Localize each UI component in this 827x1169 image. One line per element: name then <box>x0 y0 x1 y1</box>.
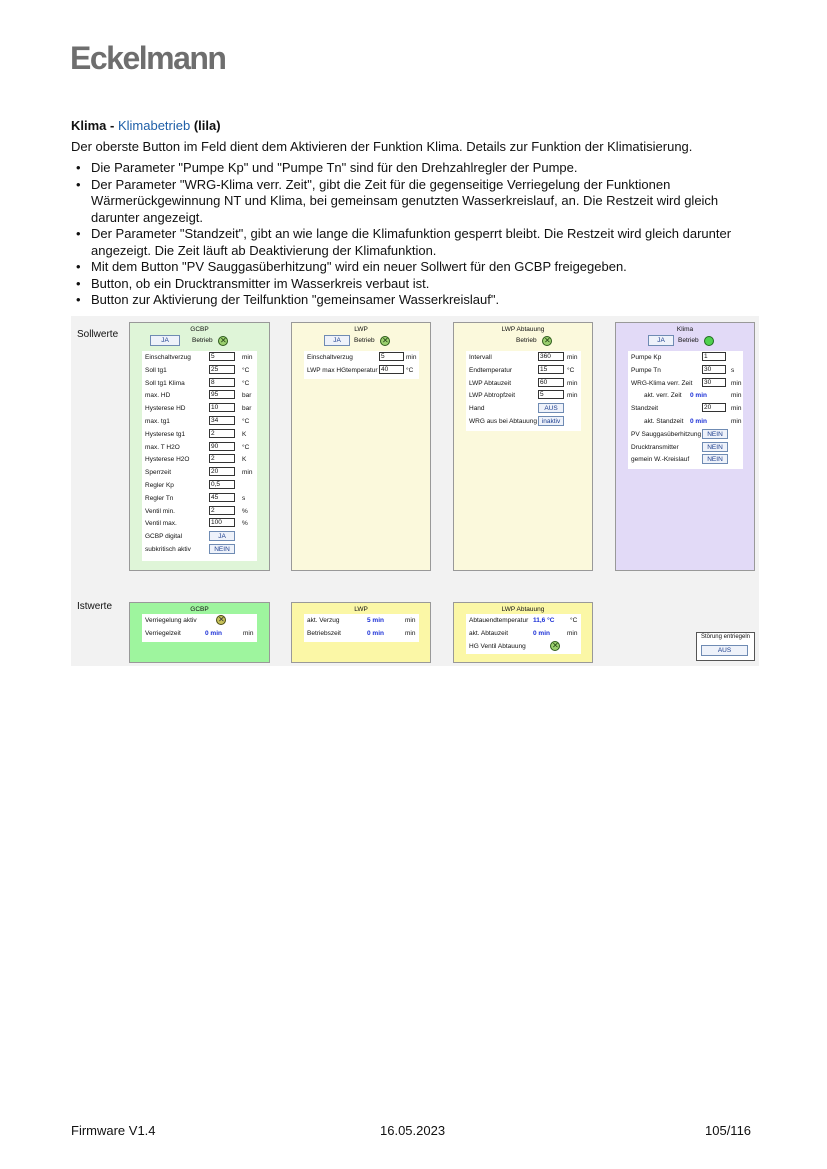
param-unit: °C <box>242 443 250 451</box>
bullet-item: • Button, ob ein Drucktransmitter im Wasserkreis verbaut ist. <box>71 276 751 293</box>
gcbp-row <box>142 479 257 492</box>
param-unit: °C <box>242 417 250 425</box>
abtauzeit-value: 0 min <box>533 629 550 637</box>
param-label: Einschaltverzug <box>145 354 191 361</box>
gcbp-panel <box>129 322 270 571</box>
param-label: GCBP digital <box>145 533 183 541</box>
abtauung-row <box>466 415 581 428</box>
gcbp-param-list <box>142 351 257 561</box>
param-label: WRG-Klima verr. Zeit <box>631 379 693 387</box>
param-label: akt. Abtauzeit <box>469 629 509 637</box>
param-unit: bar <box>242 392 252 400</box>
standzeit-rest-value: 0 min <box>690 417 707 425</box>
param-unit: min <box>567 392 578 400</box>
param-unit: K <box>242 456 247 464</box>
abtauung-row <box>466 389 581 402</box>
param-input[interactable]: 25 <box>209 365 235 374</box>
param-unit: min <box>731 392 742 400</box>
gcbp-title: GCBP <box>190 326 209 333</box>
param-input[interactable]: 0,5 <box>209 480 235 489</box>
verzug-value: 5 min <box>367 617 384 624</box>
gcbp-betrieb-label: Betrieb <box>192 337 213 344</box>
param-input[interactable]: 2 <box>209 429 235 438</box>
param-label: Drucktransmitter <box>631 443 679 451</box>
lwp-enable-button[interactable]: JA <box>324 335 350 346</box>
klima-panel <box>615 322 755 571</box>
param-unit: bar <box>242 405 252 413</box>
gcbp-row <box>142 441 257 454</box>
param-label: subkritisch aktiv <box>145 545 191 553</box>
bullet-item: • Button zur Aktivierung der Teilfunktion "gemeinsamer Wasserkreislauf". <box>71 292 751 309</box>
heading-prefix: Klima - <box>71 118 118 133</box>
param-unit: min <box>242 354 253 361</box>
param-label: Intervall <box>469 354 492 361</box>
gcbp-enable-button[interactable]: JA <box>150 335 180 346</box>
gcbp-row <box>142 543 257 556</box>
param-unit: s <box>731 366 735 374</box>
gcbp-row <box>142 492 257 505</box>
param-input[interactable]: 8 <box>209 378 235 387</box>
param-label: akt. Verzug <box>307 617 340 624</box>
ist-gcbp-title: GCBP <box>190 606 209 613</box>
verriegelung-status-icon <box>216 615 226 625</box>
param-label: Einschaltverzug <box>307 354 353 361</box>
ist-abtauung-title: LWP Abtauung <box>501 606 545 613</box>
verriegelzeit-value: 0 min <box>205 629 222 637</box>
klima-enable-button[interactable]: JA <box>648 335 674 346</box>
pumpe-tn-input[interactable]: 30 <box>702 365 726 374</box>
bullet-item: • Die Parameter "Pumpe Kp" und "Pumpe Tn" sind für den Drehzahlregler der Pumpe. <box>71 160 751 177</box>
param-label: Hysterese tg1 <box>145 430 186 438</box>
param-label: Regler Tn <box>145 494 174 502</box>
param-label: max. T H2O <box>145 443 180 451</box>
wrg-abtauung-button[interactable]: inaktiv <box>538 416 564 426</box>
klima-param-list <box>628 351 743 469</box>
footer-page: 105/116 <box>705 1123 752 1138</box>
param-label: WRG aus bei Abtauung <box>469 417 537 425</box>
gcbp-row <box>142 428 257 441</box>
ist-abtauung-row <box>466 640 581 653</box>
footer-date: 16.05.2023 <box>380 1123 446 1138</box>
param-label: Hand <box>469 405 485 413</box>
param-input[interactable]: 2 <box>209 506 235 515</box>
param-label: gemein W.-Kreislauf <box>631 456 690 464</box>
gcbp-status-icon <box>218 336 228 346</box>
klima-row <box>628 415 743 428</box>
ist-gcbp-row <box>142 627 257 640</box>
lwp-title: LWP <box>354 326 368 333</box>
gcbp-row <box>142 530 257 543</box>
klima-row <box>628 351 743 364</box>
param-label: Hysterese HD <box>145 405 186 413</box>
klima-row <box>628 453 743 466</box>
lwp-abtauung-panel <box>453 322 593 571</box>
gcbp-row <box>142 389 257 402</box>
lwp-status-icon <box>380 336 390 346</box>
param-label: max. HD <box>145 392 171 400</box>
abtauung-row <box>466 377 581 390</box>
bullet-item: • Mit dem Button "PV Sauggasüberhitzung" wird ein neuer Sollwert für den GCBP freigegeben. <box>71 259 751 276</box>
klima-betrieb-label: Betrieb <box>678 337 699 344</box>
sollwerte-label: Sollwerte <box>77 329 119 340</box>
gcbp-row <box>142 351 257 364</box>
abtauung-betrieb-label: Betrieb <box>516 337 537 344</box>
param-label: max. tg1 <box>145 417 170 425</box>
ist-abtauung-panel <box>453 602 593 663</box>
gcbp-row <box>142 505 257 518</box>
param-label: Ventil max. <box>145 520 177 528</box>
lwp-abtauung-title: LWP Abtauung <box>501 326 545 333</box>
param-unit: % <box>242 507 248 515</box>
param-unit: °C <box>406 366 414 374</box>
param-label: akt. Standzeit <box>644 417 684 425</box>
gcbp-row <box>142 377 257 390</box>
gcbp-row <box>142 415 257 428</box>
parameter-screenshot <box>71 316 759 666</box>
klima-row <box>628 364 743 377</box>
param-unit: min <box>567 354 578 361</box>
gcbp-row <box>142 453 257 466</box>
param-label: Ventil min. <box>145 507 175 515</box>
lwp-betrieb-label: Betrieb <box>354 337 375 344</box>
param-unit: min <box>731 379 742 387</box>
param-unit: K <box>242 430 247 438</box>
klima-title: Klima <box>676 326 694 333</box>
company-logo: Eckelmann <box>70 40 226 76</box>
klima-row <box>628 428 743 441</box>
param-input[interactable]: 10 <box>209 403 235 412</box>
param-input[interactable]: 90 <box>209 442 235 451</box>
bullet-item: • Der Parameter "WRG-Klima verr. Zeit", gibt die Zeit für die gegenseitige Verriegelung der Funktionen Wärmerückgewinnung NT und Klima, bei gemeinsam genutzten Wasserkreislauf, an. Die Restzeit wird gleich darunter angezeigt. <box>71 177 751 227</box>
klima-row <box>628 377 743 390</box>
heading-suffix: (lila) <box>190 118 221 133</box>
param-label: LWP Abtropfzeit <box>469 392 516 400</box>
pv-sauggas-button[interactable]: NEIN <box>702 429 728 439</box>
wrg-rest-value: 0 min <box>690 392 707 400</box>
param-unit: min <box>567 629 578 637</box>
ist-gcbp-row <box>142 614 257 627</box>
stoerung-label: Störung entriegeln <box>700 634 751 640</box>
param-label: LWP max HGtemperatur <box>307 366 378 374</box>
ist-lwp-row <box>304 627 419 640</box>
heading-link[interactable]: Klimabetrieb <box>117 118 191 133</box>
param-input[interactable]: 15 <box>538 365 564 374</box>
param-unit: % <box>242 520 248 528</box>
param-input[interactable]: 100 <box>209 518 235 527</box>
hg-ventil-status-icon <box>550 641 560 651</box>
klima-row <box>628 402 743 415</box>
stoerung-box <box>696 632 755 661</box>
gcbp-row <box>142 517 257 530</box>
lwp-param-list <box>304 351 419 379</box>
gcbp-row <box>142 402 257 415</box>
param-input[interactable]: 5 <box>379 352 404 361</box>
abtauung-row <box>466 351 581 364</box>
subkritisch-button[interactable]: NEIN <box>209 544 235 554</box>
hand-button[interactable]: AUS <box>538 403 564 413</box>
param-unit: min <box>567 379 578 387</box>
param-input[interactable]: 360 <box>538 352 564 361</box>
param-label: Hysterese H2O <box>145 456 190 464</box>
ist-lwp-list <box>304 614 419 642</box>
param-input[interactable]: 2 <box>209 454 235 463</box>
param-unit: min <box>242 469 253 477</box>
abtauendtemp-value: 11,6 °C <box>533 617 555 624</box>
param-label: Endtemperatur <box>469 366 512 374</box>
ist-gcbp-panel <box>129 602 270 663</box>
param-input[interactable]: 95 <box>209 390 235 399</box>
param-unit: °C <box>570 617 578 624</box>
abtauung-row <box>466 402 581 415</box>
param-input[interactable]: 45 <box>209 493 235 502</box>
klima-row <box>628 441 743 454</box>
param-label: Pumpe Tn <box>631 366 661 374</box>
param-unit: s <box>242 494 246 502</box>
section-heading <box>71 118 221 133</box>
param-input[interactable]: 60 <box>538 378 564 387</box>
param-label: Verriegelzeit <box>145 629 181 637</box>
drucktransmitter-button[interactable]: NEIN <box>702 442 728 452</box>
param-label: PV Sauggasüberhitzung <box>631 430 702 438</box>
ist-gcbp-list <box>142 614 257 642</box>
istwerte-label: Istwerte <box>77 601 113 612</box>
abtauung-row <box>466 364 581 377</box>
abtauung-status-icon <box>542 336 552 346</box>
gcbp-row <box>142 364 257 377</box>
lwp-row <box>304 364 419 377</box>
param-label: Soll tg1 <box>145 366 167 374</box>
param-label: Regler Kp <box>145 481 174 489</box>
ist-lwp-title: LWP <box>354 606 368 613</box>
abtauung-param-list <box>466 351 581 431</box>
param-label: Verriegelung aktiv <box>145 617 197 624</box>
stoerung-button[interactable]: AUS <box>701 645 748 656</box>
param-label: Soll tg1 Klima <box>145 379 185 387</box>
param-label: Betriebszeit <box>307 629 341 637</box>
bullet-list <box>71 160 751 309</box>
klima-status-icon <box>704 336 714 346</box>
ist-abtauung-row <box>466 627 581 640</box>
footer-firmware: Firmware V1.4 <box>71 1123 156 1138</box>
ist-lwp-panel <box>291 602 431 663</box>
lwp-row <box>304 351 419 364</box>
ist-lwp-row <box>304 614 419 627</box>
param-input[interactable]: 40 <box>379 365 404 374</box>
param-unit: min <box>731 405 742 413</box>
standzeit-input[interactable]: 20 <box>702 403 726 412</box>
param-input[interactable]: 5 <box>538 390 564 399</box>
param-label: LWP Abtauzeit <box>469 379 512 387</box>
param-unit: °C <box>242 379 250 387</box>
gcbp-row <box>142 466 257 479</box>
pumpe-kp-input[interactable]: 1 <box>702 352 726 361</box>
param-label: HG Ventil Abtauung <box>469 642 526 650</box>
wrg-input[interactable]: 30 <box>702 378 726 387</box>
param-label: Standzeit <box>631 405 659 413</box>
param-label: Abtauendtemperatur <box>469 617 529 624</box>
param-label: Pumpe Kp <box>631 354 662 361</box>
param-input[interactable]: 20 <box>209 467 235 476</box>
param-input[interactable]: 34 <box>209 416 235 425</box>
klima-row <box>628 389 743 402</box>
betriebszeit-value: 0 min <box>367 629 384 637</box>
param-input[interactable]: 5 <box>209 352 235 361</box>
wasserkreislauf-button[interactable]: NEIN <box>702 454 728 464</box>
bullet-item: • Der Parameter "Standzeit", gibt an wie lange die Klimafunktion gesperrt bleibt. Die Restzeit wird gleich darunter angezeigt. Die Zeit läuft ab Deaktivierung der Klimafunktion. <box>71 226 751 259</box>
ist-abtauung-list <box>466 614 581 654</box>
intro-text: Der oberste Button im Feld dient dem Aktivieren der Funktion Klima. Details zur Funktion der Klimatisierung. <box>71 139 693 154</box>
param-unit: °C <box>242 366 250 374</box>
param-label: akt. verr. Zeit <box>644 392 682 400</box>
param-unit: min <box>405 629 416 637</box>
ist-abtauung-row <box>466 614 581 627</box>
param-label: Sperrzeit <box>145 469 172 477</box>
param-unit: min <box>405 617 416 624</box>
param-unit: min <box>731 417 742 425</box>
lwp-panel <box>291 322 431 571</box>
param-unit: °C <box>567 366 575 374</box>
param-unit: min <box>406 354 417 361</box>
param-unit: min <box>243 629 254 637</box>
gcbp-digital-button[interactable]: JA <box>209 531 235 541</box>
